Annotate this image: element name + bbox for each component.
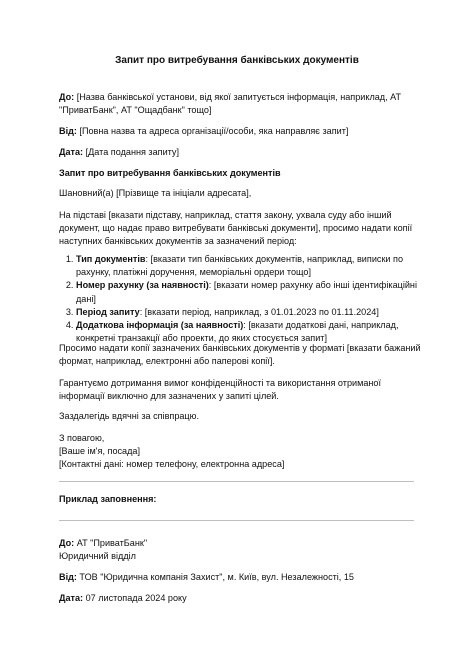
divider: [59, 481, 414, 482]
item-text: : [вказати додаткові дані, наприклад, конкретні транзакції або проекти, до яких стосується запит]: [76, 320, 399, 344]
subject-heading: Запит про витребування банківських документів: [59, 168, 281, 178]
example-heading: Приклад заповнення:: [59, 494, 157, 504]
item-label: Період запиту: [76, 306, 140, 317]
item-text: : [вказати тип банківських документів, наприклад, виписки по рахунку, платіжні доручення, меморіальні ордери тощо]: [76, 254, 404, 278]
thanks-line: Заздалегідь вдячні за співпрацю.: [59, 411, 199, 421]
signature-block: [59, 432, 421, 472]
request-list: [59, 253, 421, 345]
example-to-dept: Юридичний відділ: [59, 551, 136, 562]
from-label: Від:: [59, 126, 77, 136]
example-from-field: [59, 571, 421, 584]
date-text: [Дата подання запиту]: [83, 147, 180, 157]
example-from-text: ТОВ "Юридична компанія Захист", м. Київ, вул. Незалежності, 15: [76, 572, 354, 582]
date-label: Дата:: [59, 147, 84, 157]
document-title: Запит про витребування банківських документів: [115, 55, 359, 66]
list-item: [76, 253, 421, 279]
item-text: : [вказати період, наприклад, з 01.01.2023 по 01.11.2024]: [139, 306, 379, 317]
salutation: Шановний(а) [Прізвище та ініціали адресата],: [59, 188, 252, 198]
item-label: Номер рахунку (за наявності): [76, 280, 209, 291]
to-label: До:: [59, 92, 75, 102]
signature-name: [Ваше ім'я, посада]: [59, 446, 140, 457]
date-field: [59, 146, 421, 159]
to-field: [59, 91, 421, 117]
item-text: : [вказати номер рахунку або інші ідентифікаційні дані]: [76, 280, 417, 304]
example-to-text: АТ "ПриватБанк": [74, 538, 148, 548]
guarantee-paragraph: Гарантуємо дотримання вимог конфіденційності та використання отриманої інформації виключно для зазначених у запиті цілей.: [59, 378, 381, 402]
list-item: [76, 306, 421, 319]
closing-line: З повагою,: [59, 433, 105, 443]
intro-paragraph: На підставі [вказати підставу, наприклад, стаття закону, ухвала суду або інший документ, що надає право витребувати банківські документи], просимо надати копії наступних банківських документів за зазначений період:: [59, 210, 413, 247]
example-to-label: До:: [59, 538, 75, 548]
item-label: Тип документів: [76, 254, 146, 264]
from-text: [Повна назва та адреса організації/особи, яка направляє запит]: [76, 126, 349, 136]
item-label: Додаткова інформація (за наявності): [76, 320, 244, 331]
example-to-field: [59, 537, 421, 563]
list-item: [76, 279, 421, 305]
signature-contacts: [Контактні дані: номер телефону, електронна адреса]: [59, 459, 285, 470]
example-date-field: [59, 592, 421, 605]
from-field: [59, 125, 421, 138]
example-from-label: Від:: [59, 572, 77, 582]
format-paragraph: Просимо надати копії зазначених банківських документів у форматі [вказати бажаний формат, наприклад, електронні або паперові копії].: [59, 343, 421, 367]
example-date-label: Дата:: [59, 593, 84, 603]
divider: [59, 520, 414, 521]
to-text: [Назва банківської установи, від якої запитується інформація, наприклад, АТ "ПриватБанк", АТ "Ощадбанк" тощо]: [59, 92, 402, 116]
example-date-text: 07 листопада 2024 року: [83, 593, 187, 603]
